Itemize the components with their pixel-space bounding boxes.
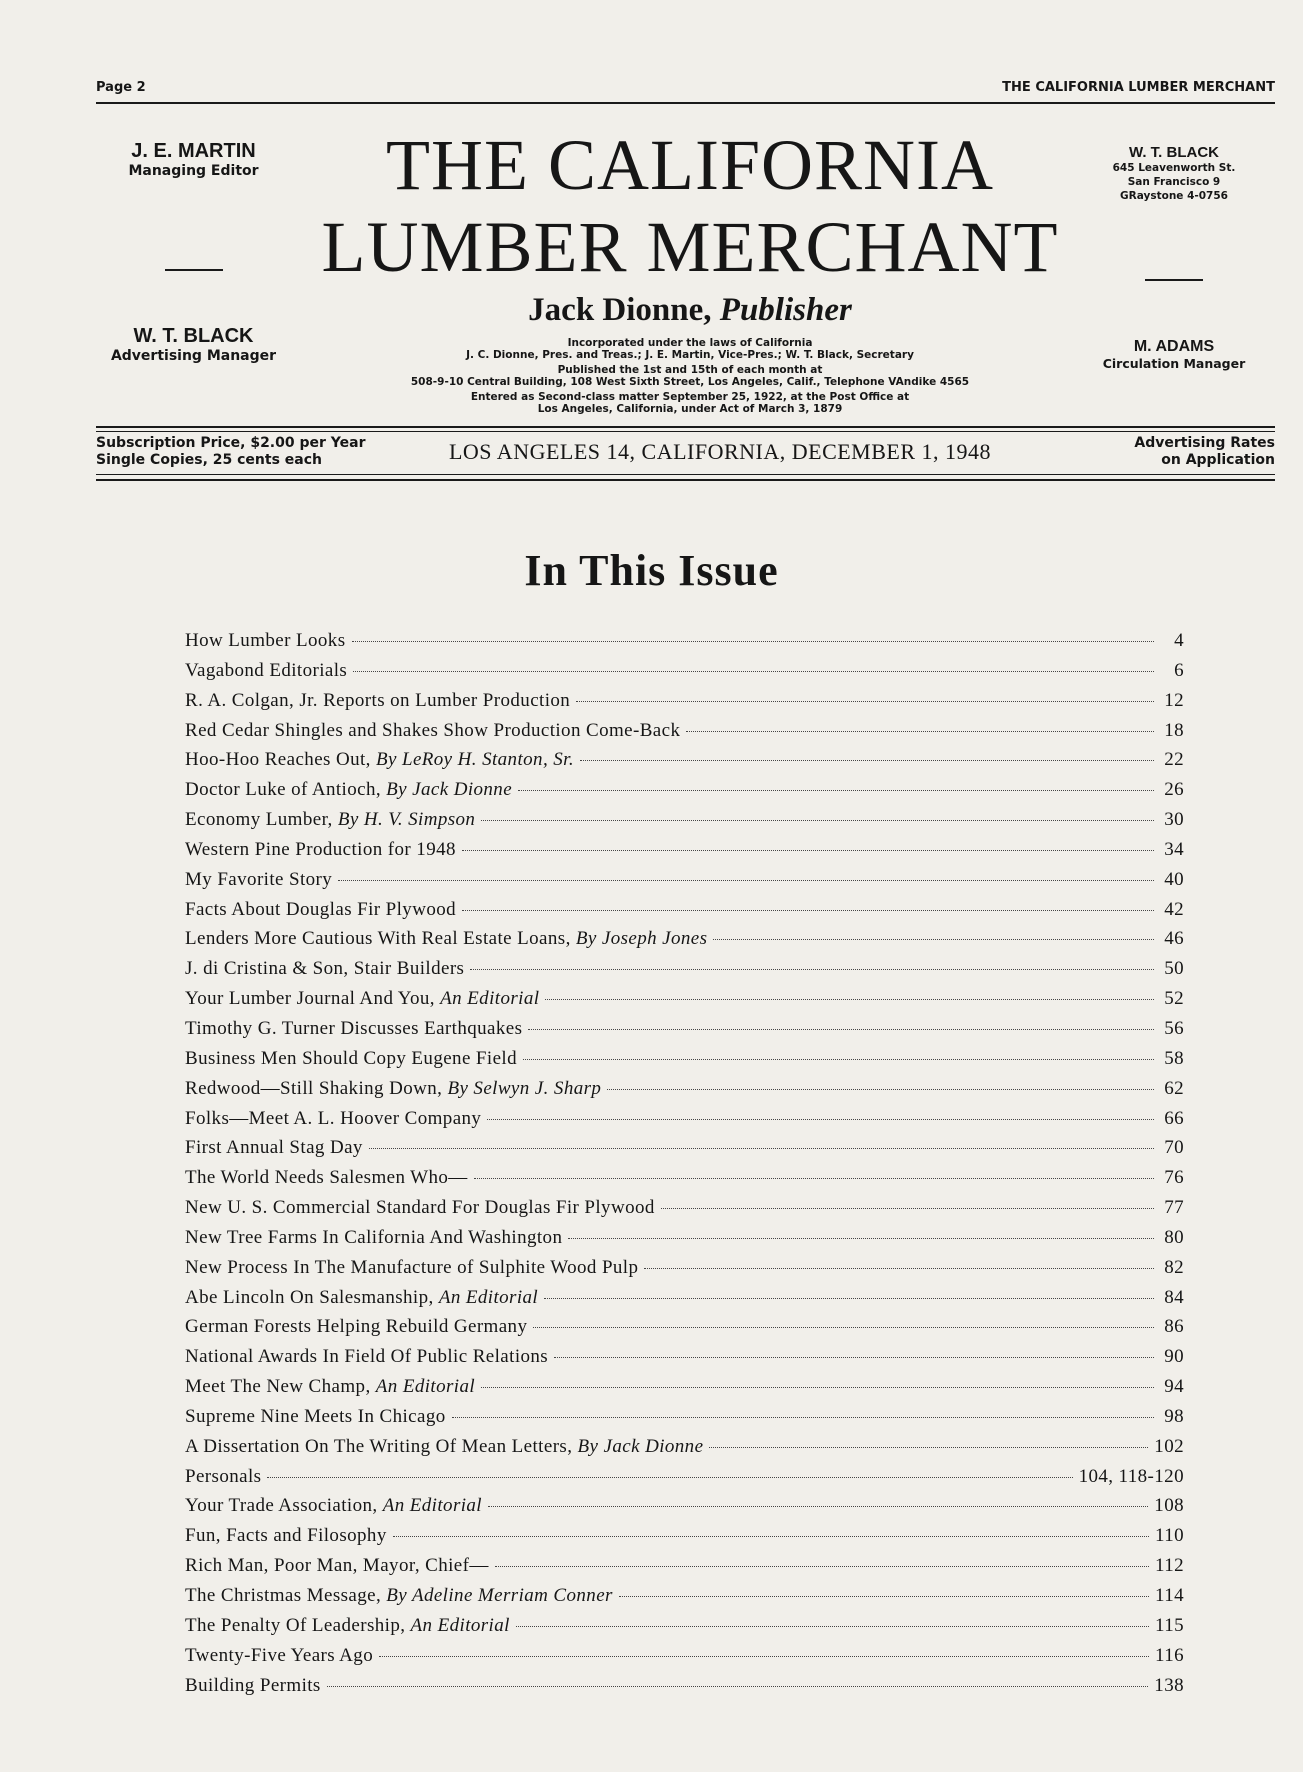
toc-entry-byline: By H. V. Simpson xyxy=(337,809,476,831)
toc-entry-title-wrap xyxy=(185,1018,522,1040)
toc-entry-title: Red Cedar Shingles and Shakes Show Production Come-Back xyxy=(185,719,681,741)
toc-leader-dots xyxy=(338,880,1154,881)
toc-entry-title: Fun, Facts and Filosophy xyxy=(185,1525,387,1547)
toc-entry-title: New U. S. Commercial Standard For Douglas Fir Plywood xyxy=(185,1197,655,1219)
toc-entry xyxy=(185,1108,1184,1138)
subscription-price-line-1: Subscription Price, $2.00 per Year xyxy=(96,435,366,451)
toc-entry-title: A Dissertation On The Writing Of Mean Letters, xyxy=(185,1435,573,1457)
toc-entry-title: Building Permits xyxy=(185,1674,321,1696)
managing-editor-name: J. E. MARTIN xyxy=(131,140,256,162)
masthead-info-line-1: Incorporated under the laws of California xyxy=(567,337,813,349)
managing-editor-block xyxy=(96,140,291,179)
toc-leader-dots xyxy=(452,1417,1154,1418)
toc-entry xyxy=(185,1048,1184,1078)
toc-leader-dots xyxy=(353,671,1154,672)
toc-entry xyxy=(185,1645,1184,1675)
toc-entry xyxy=(185,988,1184,1018)
toc-entry-page: 52 xyxy=(1164,988,1184,1010)
toc-entry xyxy=(185,1078,1184,1108)
toc-entry-page: 26 xyxy=(1164,779,1184,801)
toc-leader-dots xyxy=(327,1686,1149,1687)
toc-entry-title: The Christmas Message, xyxy=(185,1585,382,1606)
toc-entry-title-wrap xyxy=(185,779,512,801)
toc-entry xyxy=(185,1316,1184,1346)
toc-leader-dots xyxy=(495,1566,1149,1567)
toc-entry xyxy=(185,958,1184,988)
toc-entry-page: 34 xyxy=(1164,838,1184,860)
toc-entry-title-wrap xyxy=(185,1078,601,1100)
advertising-rates-line-1: Advertising Rates xyxy=(1134,435,1275,451)
toc-entry-title-wrap xyxy=(185,690,570,712)
toc-leader-dots xyxy=(619,1596,1149,1597)
toc-entry-title: New Tree Farms In California And Washington xyxy=(185,1226,563,1248)
right-divider xyxy=(1090,268,1258,286)
toc-entry xyxy=(185,1346,1184,1376)
toc-entry-title-wrap xyxy=(185,1316,527,1338)
top-rule xyxy=(96,102,1275,104)
toc-entry xyxy=(185,779,1184,809)
toc-entry-title: Supreme Nine Meets In Chicago xyxy=(185,1405,446,1427)
toc-entry-title: Lenders More Cautious With Real Estate Loans, xyxy=(185,928,571,950)
subscription-rule-bottom-thin xyxy=(96,474,1275,475)
toc-entry xyxy=(185,1257,1184,1287)
subscription-price xyxy=(96,435,365,469)
running-head-title: THE CALIFORNIA LUMBER MERCHANT xyxy=(1002,80,1275,95)
toc-entry-title-wrap xyxy=(185,1495,482,1517)
toc-entry-page: 6 xyxy=(1174,659,1184,681)
toc-entry xyxy=(185,1167,1184,1197)
toc-entry-title-wrap xyxy=(185,1615,510,1637)
toc-entry-title-wrap xyxy=(185,1108,481,1130)
toc-entry xyxy=(185,1555,1184,1585)
toc-entry-page: 86 xyxy=(1164,1316,1184,1338)
table-of-contents xyxy=(185,630,1184,1704)
toc-entry-title: Your Trade Association, xyxy=(185,1495,378,1517)
toc-entry xyxy=(185,1675,1184,1705)
toc-entry-title: New Process In The Manufacture of Sulphite Wood Pulp xyxy=(185,1256,639,1278)
toc-entry-page: 112 xyxy=(1155,1555,1184,1577)
toc-entry-title: R. A. Colgan, Jr. Reports on Lumber Production xyxy=(185,689,571,711)
toc-entry xyxy=(185,1376,1184,1406)
toc-leader-dots xyxy=(544,1298,1154,1299)
masthead-info-line-4: 508-9-10 Central Building, 108 West Sixth Street, Los Angeles, Calif., Telephone VAndike 4565 xyxy=(410,376,970,388)
toc-entry-title-wrap xyxy=(185,1645,373,1667)
sf-address-line-2: San Francisco 9 xyxy=(1127,176,1221,188)
masthead-info-line-2: J. C. Dionne, Pres. and Treas.; J. E. Martin, Vice-Pres.; W. T. Black, Secretary xyxy=(466,349,914,361)
sf-address-line-1: 645 Leavenworth St. xyxy=(1112,162,1236,174)
toc-leader-dots xyxy=(568,1238,1154,1239)
advertising-manager-name: W. T. BLACK xyxy=(133,325,254,347)
toc-entry xyxy=(185,1287,1184,1317)
toc-entry-page: 76 xyxy=(1164,1167,1184,1189)
toc-entry xyxy=(185,1137,1184,1167)
advertising-rates-line-2: on Application xyxy=(1161,452,1275,468)
toc-entry-title-wrap xyxy=(185,630,346,652)
toc-entry-byline: By Jack Dionne xyxy=(386,779,513,801)
toc-leader-dots xyxy=(554,1357,1154,1358)
toc-entry xyxy=(185,1525,1184,1555)
publisher-line xyxy=(290,292,1090,329)
toc-entry-title-wrap xyxy=(185,1555,489,1577)
toc-entry-page: 110 xyxy=(1155,1525,1184,1547)
toc-entry-page: 108 xyxy=(1154,1495,1184,1517)
toc-entry xyxy=(185,660,1184,690)
sf-office-name: W. T. BLACK xyxy=(1129,144,1219,161)
toc-leader-dots xyxy=(481,820,1154,821)
toc-leader-dots xyxy=(661,1208,1154,1209)
toc-entry-title-wrap xyxy=(185,1406,446,1428)
masthead-info-line-3: Published the 1st and 15th of each month at xyxy=(557,364,823,376)
toc-entry-title-wrap xyxy=(185,1436,703,1458)
toc-leader-dots xyxy=(713,939,1154,940)
toc-entry-title: Economy Lumber, xyxy=(185,809,333,831)
advertising-manager-role: Advertising Manager xyxy=(110,348,277,364)
toc-leader-dots xyxy=(369,1148,1154,1149)
toc-entry xyxy=(185,1585,1184,1615)
toc-entry-page: 58 xyxy=(1164,1047,1184,1069)
toc-entry-page: 77 xyxy=(1164,1197,1184,1219)
toc-leader-dots xyxy=(267,1477,1072,1478)
toc-entry-page: 90 xyxy=(1164,1346,1184,1368)
toc-entry xyxy=(185,630,1184,660)
toc-leader-dots xyxy=(533,1327,1154,1328)
toc-leader-dots xyxy=(644,1268,1154,1269)
toc-entry xyxy=(185,720,1184,750)
toc-leader-dots xyxy=(580,760,1154,761)
toc-entry-title: Vagabond Editorials xyxy=(185,659,348,681)
toc-entry-page: 98 xyxy=(1164,1405,1184,1427)
toc-entry-title: National Awards In Field Of Public Relations xyxy=(185,1346,549,1368)
masthead-title-line-1: THE CALIFORNIA xyxy=(386,125,994,205)
toc-entry-title-wrap xyxy=(185,1466,261,1488)
toc-entry-title-wrap xyxy=(185,839,456,861)
dateline: LOS ANGELES 14, CALIFORNIA, DECEMBER 1, 1948 xyxy=(448,439,992,464)
toc-entry-title: German Forests Helping Rebuild Germany xyxy=(185,1316,528,1338)
toc-entry-page: 115 xyxy=(1155,1614,1184,1636)
toc-entry-title-wrap xyxy=(185,1227,562,1249)
toc-entry xyxy=(185,809,1184,839)
subscription-rule-top-thin xyxy=(96,431,1275,432)
toc-entry-page: 18 xyxy=(1164,719,1184,741)
toc-entry-page: 30 xyxy=(1164,809,1184,831)
masthead-info-line-5: Entered as Second-class matter September 25, 1922, at the Post Office at xyxy=(470,391,910,403)
toc-entry-title: Your Lumber Journal And You, xyxy=(185,988,435,1010)
toc-entry xyxy=(185,1495,1184,1525)
toc-entry-title: Hoo-Hoo Reaches Out, xyxy=(185,749,371,771)
toc-leader-dots xyxy=(686,731,1154,732)
sf-office-block xyxy=(1090,144,1258,203)
toc-entry xyxy=(185,928,1184,958)
toc-entry-title-wrap xyxy=(185,1346,548,1368)
toc-entry-title-wrap xyxy=(185,928,707,950)
toc-entry-title-wrap xyxy=(185,749,574,771)
toc-entry-title-wrap xyxy=(185,958,464,980)
toc-entry xyxy=(185,869,1184,899)
toc-entry-page: 116 xyxy=(1155,1644,1184,1666)
toc-entry-page: 50 xyxy=(1164,958,1184,980)
toc-entry-title-wrap xyxy=(185,1675,321,1697)
toc-entry-byline: By Jack Dionne xyxy=(577,1435,704,1457)
toc-leader-dots xyxy=(523,1059,1154,1060)
managing-editor-role: Managing Editor xyxy=(128,163,259,179)
toc-entry-title-wrap xyxy=(185,660,347,682)
toc-entry xyxy=(185,839,1184,869)
toc-entry-byline: An Editorial xyxy=(438,1286,539,1308)
toc-entry-byline: By Adeline Merriam Conner xyxy=(386,1585,613,1606)
toc-entry-title: Business Men Should Copy Eugene Field xyxy=(185,1047,517,1069)
toc-entry-page: 4 xyxy=(1174,630,1184,651)
toc-entry xyxy=(185,690,1184,720)
toc-entry-title-wrap xyxy=(185,1137,363,1159)
toc-entry-title-wrap xyxy=(185,1585,613,1607)
toc-entry-title: Redwood—Still Shaking Down, xyxy=(185,1077,443,1099)
toc-leader-dots xyxy=(481,1387,1154,1388)
toc-leader-dots xyxy=(518,790,1154,791)
toc-entry-title: The Penalty Of Leadership, xyxy=(185,1614,406,1636)
subscription-rule-top xyxy=(96,426,1275,428)
toc-leader-dots xyxy=(352,641,1155,642)
left-divider xyxy=(96,258,291,276)
masthead-title-line-2: LUMBER MERCHANT xyxy=(321,207,1059,287)
toc-entry xyxy=(185,1466,1184,1496)
toc-entry-page: 46 xyxy=(1164,928,1184,950)
advertising-manager-block xyxy=(96,325,291,364)
toc-entry-page: 40 xyxy=(1164,868,1184,890)
subscription-price-line-2: Single Copies, 25 cents each xyxy=(96,452,322,468)
toc-entry-title-wrap xyxy=(185,1257,638,1279)
circulation-manager-role: Circulation Manager xyxy=(1102,356,1246,371)
section-title: In This Issue xyxy=(524,546,779,595)
toc-entry-title-wrap xyxy=(185,1287,538,1309)
circulation-manager-block xyxy=(1090,338,1258,371)
toc-entry-byline: An Editorial xyxy=(440,988,540,1010)
toc-entry xyxy=(185,1406,1184,1436)
toc-entry-title: Western Pine Production for 1948 xyxy=(185,838,456,860)
toc-leader-dots xyxy=(393,1536,1149,1537)
toc-entry-page: 138 xyxy=(1154,1674,1184,1696)
toc-leader-dots xyxy=(709,1447,1148,1448)
toc-entry-title: How Lumber Looks xyxy=(185,630,346,651)
toc-entry-page: 94 xyxy=(1164,1376,1184,1398)
toc-leader-dots xyxy=(607,1089,1154,1090)
toc-leader-dots xyxy=(528,1029,1154,1030)
toc-entry-page: 62 xyxy=(1164,1077,1184,1099)
toc-leader-dots xyxy=(576,701,1154,702)
toc-entry-title-wrap xyxy=(185,720,680,742)
toc-leader-dots xyxy=(462,850,1154,851)
toc-entry-page: 80 xyxy=(1164,1226,1184,1248)
toc-entry-title: Personals xyxy=(185,1465,262,1487)
toc-entry-page: 82 xyxy=(1164,1256,1184,1278)
toc-entry xyxy=(185,899,1184,929)
subscription-rule-bottom xyxy=(96,479,1275,481)
toc-leader-dots xyxy=(462,910,1154,911)
toc-entry-title: Facts About Douglas Fir Plywood xyxy=(185,898,457,920)
toc-entry-title: Timothy G. Turner Discusses Earthquakes xyxy=(185,1017,523,1039)
toc-entry-page: 70 xyxy=(1164,1137,1184,1159)
toc-entry-title: The World Needs Salesmen Who— xyxy=(185,1167,468,1189)
toc-leader-dots xyxy=(487,1119,1154,1120)
toc-entry-page: 102 xyxy=(1154,1435,1184,1457)
toc-entry-title: My Favorite Story xyxy=(185,868,333,890)
toc-entry-title-wrap xyxy=(185,899,456,921)
toc-entry-page: 22 xyxy=(1164,749,1184,771)
toc-entry-title: Meet The New Champ, xyxy=(185,1376,371,1398)
toc-entry-page: 56 xyxy=(1164,1017,1184,1039)
toc-entry-title: Doctor Luke of Antioch, xyxy=(185,779,381,801)
masthead xyxy=(290,124,1090,415)
toc-entry-title-wrap xyxy=(185,809,475,831)
publisher-name: Jack Dionne, xyxy=(528,292,712,328)
toc-entry xyxy=(185,1615,1184,1645)
toc-entry-title-wrap xyxy=(185,1197,655,1219)
toc-entry-page: 66 xyxy=(1164,1107,1184,1129)
toc-entry-byline: An Editorial xyxy=(375,1376,476,1398)
toc-entry-byline: By Joseph Jones xyxy=(575,928,708,950)
page-number-label: Page 2 xyxy=(96,80,146,95)
toc-entry-page: 84 xyxy=(1164,1286,1184,1308)
publisher-role: Publisher xyxy=(719,292,852,328)
toc-entry-byline: By LeRoy H. Stanton, Sr. xyxy=(375,749,574,771)
toc-entry xyxy=(185,1018,1184,1048)
toc-entry-title: First Annual Stag Day xyxy=(185,1137,363,1159)
masthead-info-line-6: Los Angeles, California, under Act of March 3, 1879 xyxy=(537,403,843,415)
circulation-manager-name: M. ADAMS xyxy=(1133,338,1215,355)
toc-leader-dots xyxy=(516,1626,1149,1627)
sf-address-line-3: GRaystone 4-0756 xyxy=(1120,190,1228,202)
toc-entry-title-wrap xyxy=(185,1376,475,1398)
toc-entry-page: 104, 118-120 xyxy=(1078,1465,1184,1487)
toc-entry-title-wrap xyxy=(185,988,539,1010)
toc-leader-dots xyxy=(470,969,1154,970)
toc-entry xyxy=(185,1436,1184,1466)
toc-entry-title: Rich Man, Poor Man, Mayor, Chief— xyxy=(185,1555,489,1577)
running-head xyxy=(96,80,1275,95)
toc-leader-dots xyxy=(488,1506,1148,1507)
toc-entry xyxy=(185,1197,1184,1227)
toc-entry-title-wrap xyxy=(185,1048,517,1070)
toc-leader-dots xyxy=(379,1656,1149,1657)
toc-entry-title: Abe Lincoln On Salesmanship, xyxy=(185,1286,434,1308)
toc-entry-byline: An Editorial xyxy=(410,1614,510,1636)
toc-entry-byline: An Editorial xyxy=(382,1495,482,1517)
toc-leader-dots xyxy=(545,999,1154,1000)
toc-entry-page: 42 xyxy=(1164,898,1184,920)
toc-entry-page: 114 xyxy=(1155,1585,1184,1606)
toc-entry xyxy=(185,1227,1184,1257)
toc-entry-title: J. di Cristina & Son, Stair Builders xyxy=(185,958,465,980)
toc-entry-title-wrap xyxy=(185,1167,468,1189)
toc-entry-title-wrap xyxy=(185,869,332,891)
toc-entry-byline: By Selwyn J. Sharp xyxy=(447,1077,602,1099)
toc-leader-dots xyxy=(474,1178,1154,1179)
toc-entry xyxy=(185,749,1184,779)
toc-entry-page: 12 xyxy=(1164,689,1184,711)
toc-entry-title: Twenty-Five Years Ago xyxy=(185,1644,374,1666)
advertising-rates xyxy=(1134,435,1275,469)
toc-entry-title-wrap xyxy=(185,1525,387,1547)
toc-entry-title: Folks—Meet A. L. Hoover Company xyxy=(185,1107,482,1129)
